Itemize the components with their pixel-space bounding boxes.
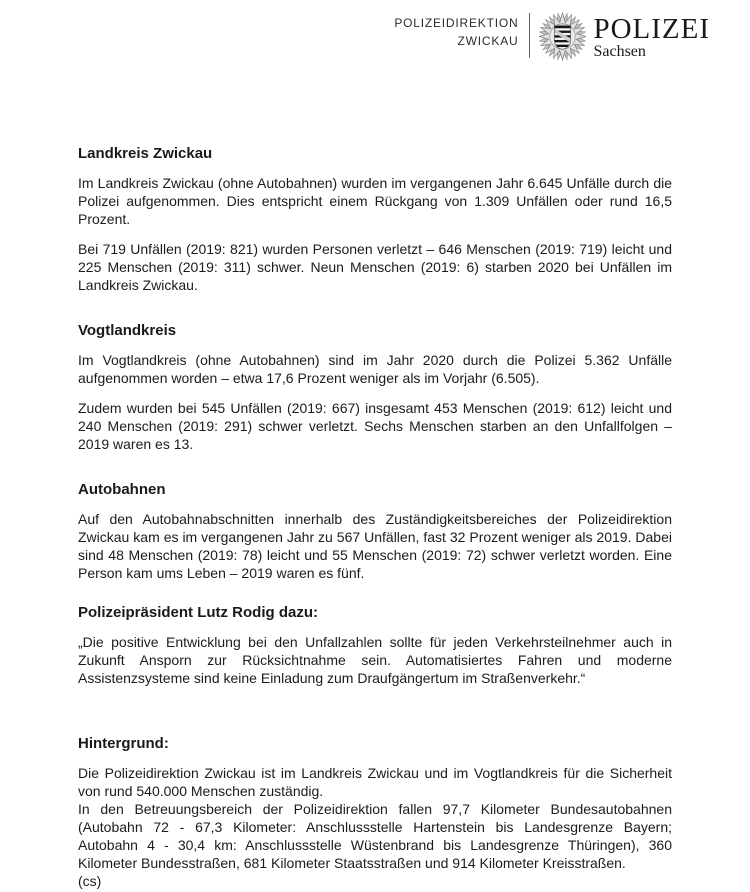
paragraph: Bei 719 Unfällen (2019: 821) wurden Personen verletzt – 646 Menschen (2019: 719) leicht und 225 Menschen (2019: 311) schwer. Neun Menschen (2019: 6) starben 2020 bei Unfällen im Landkreis Zwickau. [78,241,672,293]
section-heading: Hintergrund: [78,735,169,752]
author-initials: (cs) [78,873,102,889]
brand-block [593,12,710,60]
section-heading: Landkreis Zwickau [78,145,213,162]
section-hintergrund [78,735,672,890]
section-heading: Vogtlandkreis [78,322,177,339]
paragraph-group [78,764,672,890]
section-polizeipraesident-zitat [78,604,672,687]
department-name [394,12,518,50]
brand-region: Sachsen [593,43,646,60]
section-autobahnen [78,481,672,582]
section-vogtlandkreis [78,322,672,453]
paragraph: Im Vogtlandkreis (ohne Autobahnen) sind im Jahr 2020 durch die Polizei 5.362 Unfälle aufgenommen worden – etwa 17,6 Prozent weniger als im Vorjahr (6.505). [78,352,672,386]
saxony-police-star-icon [539,12,586,61]
section-heading: Polizeipräsident Lutz Rodig dazu: [78,604,318,621]
letterhead [394,12,710,61]
document-body [78,145,672,890]
quote-paragraph: „Die positive Entwicklung bei den Unfallzahlen sollte für jeden Verkehrsteilnehmer auch in Zukunft Ansporn zur Rücksichtnahme sein. Automatisiertes Fahren und moderne Assistenzsysteme sind keine Einladung zum Draufgängertum im Straßenverkehr.“ [78,634,672,686]
brand-wordmark: POLIZEI [593,13,710,45]
section-heading: Autobahnen [78,481,166,498]
paragraph: Auf den Autobahnabschnitten innerhalb des Zuständigkeitsbereiches der Polizeidirektion Zwickau kam es im vergangenen Jahr zu 567 Unfällen, fast 32 Prozent weniger als 2019. Dabei sind 48 Menschen (2019: 78) leicht und 55 Menschen (2019: 72) schwer verletzt worden. Eine Person kam ums Leben – 2019 waren es fünf. [78,511,672,581]
paragraph: In den Betreuungsbereich der Polizeidirektion fallen 97,7 Kilometer Bundesautobahnen (Autobahn 72 - 67,3 Kilometer: Anschlussstelle Hartenstein bis Landesgrenze Bayern; Autobahn 4 - 30,4 km: Anschlussstelle Wüstenbrand bis Landesgrenze Thüringen), 360 Kilometer Bundesstraßen, 681 Kilometer Staatsstraßen und 914 Kilometer Kreisstraßen. [78,801,672,871]
department-line1: POLIZEIDIREKTION [394,16,519,30]
section-landkreis-zwickau [78,145,672,294]
paragraph: Die Polizeidirektion Zwickau ist im Landkreis Zwickau und im Vogtlandkreis für die Sicherheit von rund 540.000 Menschen zuständig. [78,765,672,799]
letterhead-divider [529,13,530,58]
paragraph: Im Landkreis Zwickau (ohne Autobahnen) wurden im vergangenen Jahr 6.645 Unfälle durch die Polizei aufgenommen. Dies entspricht einem Rückgang von 1.309 Unfällen oder rund 16,5 Prozent. [78,175,672,227]
department-line2: ZWICKAU [457,34,519,48]
paragraph: Zudem wurden bei 545 Unfällen (2019: 667) insgesamt 453 Menschen (2019: 612) leicht und 240 Menschen (2019: 291) schwer verletzt. Sechs Menschen starben an den Unfallfolgen – 2019 waren es 13. [78,400,672,452]
